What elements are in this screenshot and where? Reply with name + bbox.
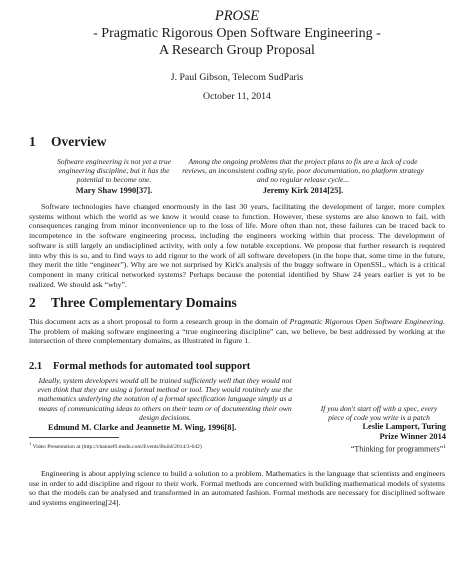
footnote <box>29 440 445 451</box>
paragraph-text-after: . The problem of making software engineering a “true engineering discipline” can, we believe, be best addressed by working at the intersection of three complementary domains, as illustrated in figure 1. <box>29 317 445 346</box>
quote-kirk <box>182 157 424 196</box>
quote-text: Among the ongoing problems that the project plans to fix are a lack of code reviews, an inconsistent coding style, poor documentation, no platform strategy and no regular release cycle... <box>182 157 424 185</box>
formal-methods-paragraph <box>29 469 445 508</box>
footnote-number: 1 <box>29 441 32 446</box>
section-title: Three Complementary Domains <box>51 295 237 310</box>
title-line-1: - Pragmatic Rigorous Open Software Engineering - <box>93 26 381 41</box>
author: J. Paul Gibson, Telecom SudParis <box>170 72 304 83</box>
paragraph-text-before: This document acts as a short proposal to form a research group in the domain of <box>29 317 290 326</box>
section-number: 1 <box>29 134 36 149</box>
quote-attribution-title: Prize Winner 2014 <box>379 432 446 442</box>
section-heading-domains <box>29 295 237 311</box>
paragraph-emphasis: Pragmatic Rigorous Open Software Engineering <box>289 317 444 326</box>
quote-attribution: Mary Shaw 1990[37]. <box>75 185 153 195</box>
paragraph-text: Software technologies have changed enormously in the last 30 years, facilitating the development of larger, more complex systems without which the world as we know it would cease to function. However, these systems are also known to fail, with consequences ranging from minor inconvenience up to the loss of life. More often than not, these failures can be traced back to incompetence in the software engineering process, including the engineers working within that process. The development of software is still largely an undisciplined activity, with only a few notable exceptions. We propose that further research is required into why this is so, and to find ways to add rigour to the work of all software developers (in the hope that, some time in the future, they merit the title “engineer”). Why are we not surprised by Kirk's analysis of the buggy software in OpenSSL, which is a critical component in many critical networked systems? Perhaps because the potential identified by Shaw 24 years earlier is yet to be realized. We should ask “why”. <box>29 202 445 289</box>
quote-attribution: Edmund M. Clarke and Jeannette M. Wing, 1996[8]. <box>48 423 237 433</box>
quote-attribution-name: Leslie Lamport, Turing <box>362 422 446 432</box>
paragraph-text: Engineering is about applying science to build a solution to a problem. Mathematics is the language that scientists and engineers use in order to add discipline and rigour to their work. Formal methods are concerned with building mathematical models of systems so that the models can be analysed and transformed in an automated fashion. Formal methods are necessary for disciplined software and systems engineering[24]. <box>29 469 445 508</box>
domains-paragraph <box>29 317 445 346</box>
section-number: 2 <box>29 295 36 310</box>
subsection-heading-formal-methods <box>29 361 250 372</box>
title-block <box>0 0 474 103</box>
subsection-title: Formal methods for automated tool support <box>53 361 251 372</box>
quote-text: Ideally, system developers would all be trained sufficiently well that they would not even think that they are using a formal method or tool. They would routinely use the mathematics underlying the notation of a formal specification language simply as a means of communicating ideas to others on their team or of documenting their own design decisions. <box>37 376 293 422</box>
title-line-2: A Research Group Proposal <box>159 43 315 58</box>
subsection-number: 2.1 <box>29 361 43 372</box>
footnote-marker: 1 <box>443 444 446 451</box>
section-title: Overview <box>51 134 107 149</box>
section-heading-overview <box>29 134 106 150</box>
quote-shaw <box>54 157 174 196</box>
quote-source-text: “Thinking for programmers” <box>350 445 444 455</box>
quote-clarke-wing <box>34 376 296 433</box>
title-prose: PROSE <box>214 8 260 24</box>
footnote-text: Video Presentation at (http://channel9.msdn.com/Events/Build/2014/3-642) <box>32 443 202 450</box>
quote-text: Software engineering is not yet a true engineering discipline, but it has the potential to become one. <box>56 157 172 185</box>
overview-paragraph <box>29 202 445 289</box>
footnote-rule <box>29 437 119 438</box>
date: October 11, 2014 <box>203 91 271 102</box>
quote-attribution: Jeremy Kirk 2014[25]. <box>262 185 344 195</box>
quote-text: If you don't start off with a spec, every piece of code you write is a patch <box>320 404 438 423</box>
